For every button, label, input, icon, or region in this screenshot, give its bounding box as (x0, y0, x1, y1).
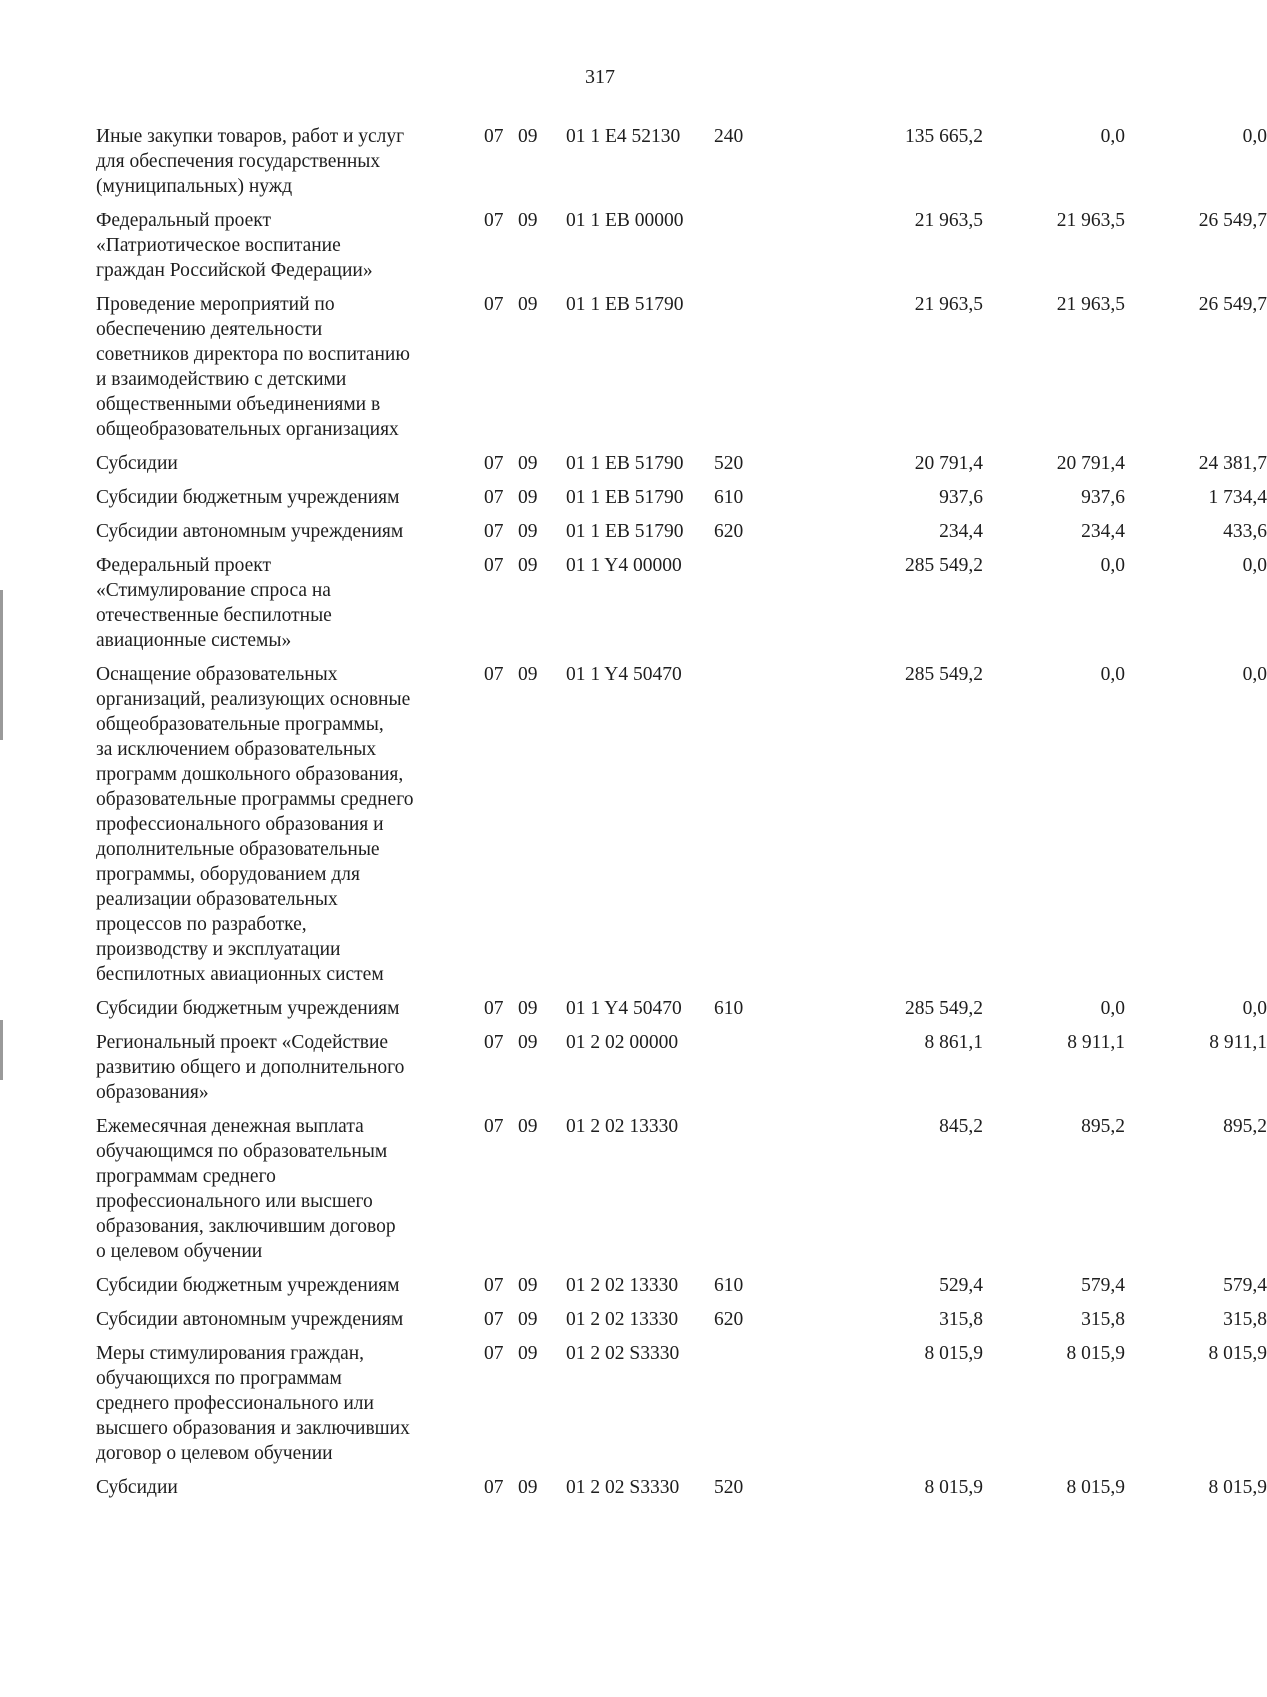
amount-year-1: 234,4 (939, 521, 983, 542)
subsection-code: 09 (518, 1343, 538, 1364)
expense-type-code: 240 (714, 126, 744, 147)
amount-year-3: 579,4 (1223, 1275, 1267, 1296)
expense-type-code: 620 (714, 521, 744, 542)
subsection-code: 09 (518, 126, 538, 147)
table-row (96, 124, 1267, 199)
expense-type-code: 520 (714, 453, 744, 474)
amount-year-1: 315,8 (939, 1309, 983, 1330)
amount-year-1: 8 015,9 (924, 1343, 983, 1364)
amount-year-1: 20 791,4 (914, 453, 983, 474)
row-description: Субсидии (96, 1477, 178, 1498)
subsection-code: 09 (518, 555, 538, 576)
target-article-code: 01 2 02 13330 (566, 1309, 679, 1330)
amount-year-1: 21 963,5 (914, 294, 983, 315)
row-description: Ежемесячная денежная выплата обучающимся по образовательным программам среднего профессионального или высшего образования, заключившим договор о целевом обучении (96, 1116, 396, 1262)
section-code: 07 (484, 294, 504, 315)
row-description: Субсидии (96, 453, 178, 474)
section-code: 07 (484, 1343, 504, 1364)
amount-year-2: 579,4 (1081, 1275, 1125, 1296)
scan-edge-mark (0, 590, 3, 740)
row-description: Федеральный проект «Патриотическое воспитание граждан Российской Федерации» (96, 210, 373, 281)
amount-year-3: 0,0 (1242, 555, 1267, 576)
table-row (96, 1114, 1267, 1264)
amount-year-3: 8 911,1 (1209, 1032, 1267, 1053)
subsection-code: 09 (518, 521, 538, 542)
subsection-code: 09 (518, 998, 538, 1019)
expense-type-code: 620 (714, 1309, 744, 1330)
target-article-code: 01 2 02 00000 (566, 1032, 679, 1053)
row-description: Меры стимулирования граждан, обучающихся по программам среднего профессионального или высшего образования и заключивших договор о целевом обучении (96, 1343, 410, 1464)
amount-year-1: 8 861,1 (924, 1032, 983, 1053)
row-description: Региональный проект «Содействие развитию общего и дополнительного образования» (96, 1032, 405, 1103)
target-article-code: 01 1 Y4 00000 (566, 555, 682, 576)
table-row (96, 208, 1267, 283)
amount-year-2: 0,0 (1100, 998, 1125, 1019)
row-description: Проведение мероприятий по обеспечению деятельности советников директора по воспитанию и взаимодействию с детскими общественными объединениями в общеобразовательных организациях (96, 294, 410, 440)
section-code: 07 (484, 998, 504, 1019)
amount-year-2: 21 963,5 (1056, 210, 1125, 231)
amount-year-3: 1 734,4 (1208, 487, 1267, 508)
target-article-code: 01 1 ЕВ 51790 (566, 294, 684, 315)
amount-year-2: 21 963,5 (1056, 294, 1125, 315)
table-row (96, 1475, 1267, 1500)
target-article-code: 01 2 02 13330 (566, 1275, 679, 1296)
section-code: 07 (484, 664, 504, 685)
table-row (96, 485, 1267, 510)
amount-year-2: 8 015,9 (1066, 1477, 1125, 1498)
table-row (96, 1273, 1267, 1298)
table-row (96, 996, 1267, 1021)
amount-year-3: 8 015,9 (1208, 1477, 1267, 1498)
row-description: Субсидии бюджетным учреждениям (96, 1275, 400, 1296)
row-description: Оснащение образовательных организаций, реализующих основные общеобразовательные программы, за исключением образовательных программ дошкольного образования, образовательные программы среднего профессионального образования и дополнительные образовательные программы, оборудованием для реализации образовательных процессов по разработке, производству и эксплуатации беспилотных авиационных систем (96, 664, 414, 985)
subsection-code: 09 (518, 1116, 538, 1137)
table-row (96, 1341, 1267, 1466)
amount-year-2: 234,4 (1081, 521, 1125, 542)
amount-year-1: 285 549,2 (905, 555, 983, 576)
target-article-code: 01 1 ЕВ 51790 (566, 487, 684, 508)
target-article-code: 01 2 02 13330 (566, 1116, 679, 1137)
amount-year-2: 20 791,4 (1056, 453, 1125, 474)
table-row (96, 553, 1267, 653)
amount-year-1: 845,2 (939, 1116, 983, 1137)
amount-year-3: 8 015,9 (1208, 1343, 1267, 1364)
amount-year-2: 8 911,1 (1067, 1032, 1125, 1053)
expense-type-code: 610 (714, 487, 744, 508)
amount-year-3: 315,8 (1223, 1309, 1267, 1330)
subsection-code: 09 (518, 210, 538, 231)
amount-year-3: 0,0 (1242, 664, 1267, 685)
section-code: 07 (484, 1116, 504, 1137)
row-description: Субсидии автономным учреждениям (96, 1309, 404, 1330)
amount-year-2: 0,0 (1100, 126, 1125, 147)
budget-table (96, 124, 1267, 1509)
amount-year-3: 26 549,7 (1198, 210, 1267, 231)
table-row (96, 662, 1267, 987)
subsection-code: 09 (518, 1032, 538, 1053)
table-row (96, 451, 1267, 476)
amount-year-3: 26 549,7 (1198, 294, 1267, 315)
amount-year-1: 285 549,2 (905, 664, 983, 685)
target-article-code: 01 1 Y4 50470 (566, 998, 682, 1019)
section-code: 07 (484, 1477, 504, 1498)
subsection-code: 09 (518, 1275, 538, 1296)
target-article-code: 01 1 ЕВ 51790 (566, 521, 684, 542)
section-code: 07 (484, 1275, 504, 1296)
section-code: 07 (484, 1032, 504, 1053)
row-description: Субсидии бюджетным учреждениям (96, 487, 400, 508)
subsection-code: 09 (518, 487, 538, 508)
target-article-code: 01 1 Y4 50470 (566, 664, 682, 685)
section-code: 07 (484, 210, 504, 231)
page-number: 317 (585, 66, 615, 88)
target-article-code: 01 2 02 S3330 (566, 1343, 680, 1364)
row-description: Субсидии бюджетным учреждениям (96, 998, 400, 1019)
subsection-code: 09 (518, 1477, 538, 1498)
amount-year-1: 285 549,2 (905, 998, 983, 1019)
section-code: 07 (484, 126, 504, 147)
table-row (96, 519, 1267, 544)
amount-year-3: 895,2 (1223, 1116, 1267, 1137)
amount-year-2: 8 015,9 (1066, 1343, 1125, 1364)
target-article-code: 01 1 Е4 52130 (566, 126, 681, 147)
row-description: Иные закупки товаров, работ и услуг для обеспечения государственных (муниципальных) нужд (96, 126, 405, 197)
target-article-code: 01 2 02 S3330 (566, 1477, 680, 1498)
amount-year-1: 937,6 (939, 487, 983, 508)
amount-year-2: 315,8 (1081, 1309, 1125, 1330)
section-code: 07 (484, 453, 504, 474)
amount-year-1: 529,4 (939, 1275, 983, 1296)
expense-type-code: 520 (714, 1477, 744, 1498)
amount-year-2: 0,0 (1100, 664, 1125, 685)
target-article-code: 01 1 ЕВ 51790 (566, 453, 684, 474)
scan-edge-mark (0, 1020, 3, 1080)
amount-year-2: 937,6 (1081, 487, 1125, 508)
amount-year-2: 0,0 (1100, 555, 1125, 576)
subsection-code: 09 (518, 664, 538, 685)
amount-year-1: 8 015,9 (924, 1477, 983, 1498)
subsection-code: 09 (518, 453, 538, 474)
subsection-code: 09 (518, 294, 538, 315)
amount-year-1: 21 963,5 (914, 210, 983, 231)
row-description: Федеральный проект «Стимулирование спроса на отечественные беспилотные авиационные системы» (96, 555, 332, 651)
amount-year-3: 0,0 (1242, 998, 1267, 1019)
section-code: 07 (484, 521, 504, 542)
expense-type-code: 610 (714, 1275, 744, 1296)
amount-year-2: 895,2 (1081, 1116, 1125, 1137)
amount-year-3: 0,0 (1242, 126, 1267, 147)
section-code: 07 (484, 487, 504, 508)
table-row (96, 292, 1267, 442)
subsection-code: 09 (518, 1309, 538, 1330)
table-row (96, 1307, 1267, 1332)
amount-year-3: 433,6 (1223, 521, 1267, 542)
table-row (96, 1030, 1267, 1105)
amount-year-1: 135 665,2 (905, 126, 983, 147)
amount-year-3: 24 381,7 (1198, 453, 1267, 474)
row-description: Субсидии автономным учреждениям (96, 521, 404, 542)
target-article-code: 01 1 ЕВ 00000 (566, 210, 684, 231)
section-code: 07 (484, 555, 504, 576)
expense-type-code: 610 (714, 998, 744, 1019)
section-code: 07 (484, 1309, 504, 1330)
